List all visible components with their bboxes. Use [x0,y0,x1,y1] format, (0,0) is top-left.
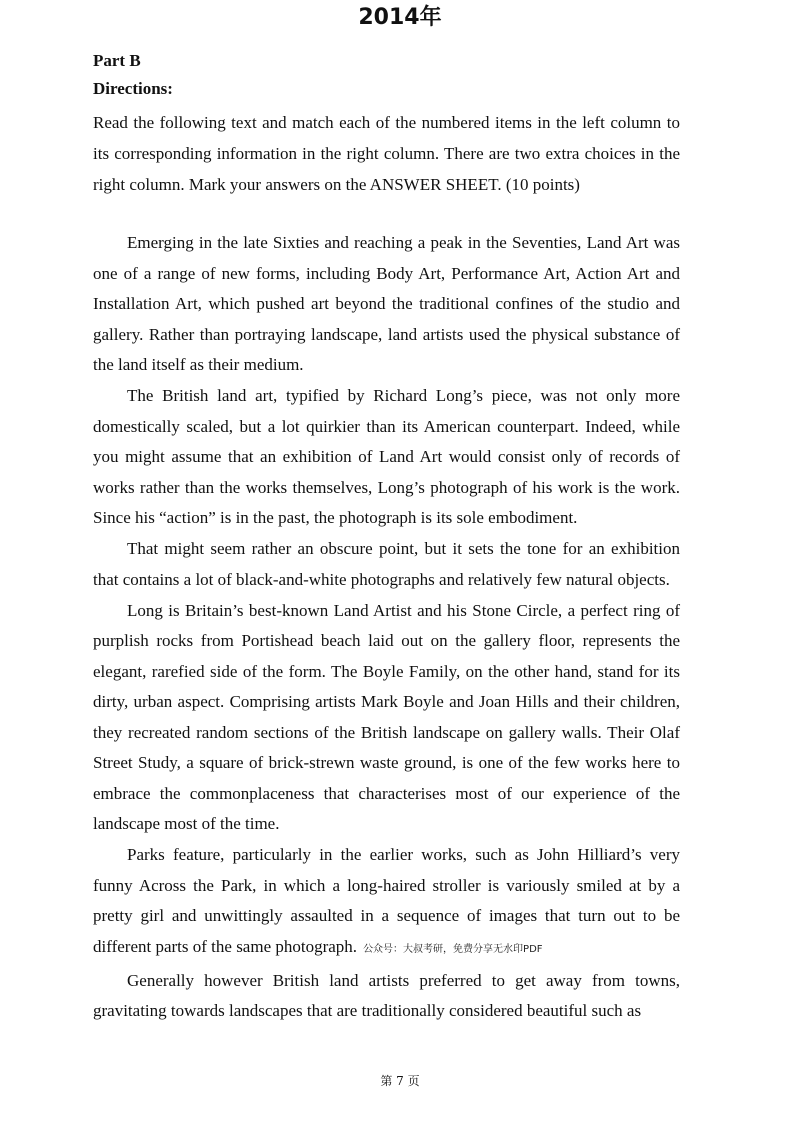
part-heading: Part B [93,51,141,70]
passage-paragraph-5-text: Parks feature, particularly in the earlier works, such as John Hilliard’s very funny Across the Park, in which a long-haired stroller is variously smiled at by a pretty girl and unwittingly assaulted in a sequence of images that turn out to be different parts of the same photograph. [93,845,680,956]
passage-paragraph-6: Generally however British land artists preferred to get away from towns, gravitating towards landscapes that are traditionally considered beautiful such as [93,970,680,1020]
passage-paragraph-1: Emerging in the late Sixties and reaching a peak in the Seventies, Land Art was one of a range of new forms, including Body Art, Performance Art, Action Art and Installation Art, which pushed art beyond the traditional confines of the studio and gallery. Rather than portraying landscape, land artists used the physical substance of the land itself as their medium. [93,233,680,374]
page-number: 第 7 页 [380,1074,420,1088]
watermark-text: 公众号：大叔考研，免费分享无水印PDF [363,943,543,955]
passage-body [93,228,680,1027]
exam-year-heading: 2014年 [358,5,442,30]
passage-paragraph-3: That might seem rather an obscure point, but it sets the tone for an exhibition that contains a lot of black-and-white photographs and relatively few natural objects. [93,539,680,589]
directions-text: Read the following text and match each of the numbered items in the left column to its corresponding information in the right column. There are two extra choices in the right column. Mark your answers on the ANSWER SHEET. (10 points) [93,113,680,194]
directions-heading: Directions: [93,79,173,98]
passage-paragraph-2: The British land art, typified by Richard Long’s piece, was not only more domestically scaled, but a lot quirkier than its American counterpart. Indeed, while you might assume that an exhibition of Land Art would consist only of records of works rather than the works themselves, Long’s photograph of his work is the work. Since his “action” is in the past, the photograph is its sole embodiment. [93,386,680,527]
passage-paragraph-4: Long is Britain’s best-known Land Artist and his Stone Circle, a perfect ring of purplish rocks from Portishead beach laid out on the gallery floor, represents the elegant, rarefied side of the form. The Boyle Family, on the other hand, stand for its dirty, urban aspect. Comprising artists Mark Boyle and Joan Hills and their children, they recreated random sections of the British landscape on gallery walls. Their Olaf Street Study, a square of brick-strewn waste ground, is one of the few works here to embrace the commonplaceness that characterises most of our experience of the landscape most of the time. [93,600,680,833]
passage-paragraph-5 [93,840,680,965]
